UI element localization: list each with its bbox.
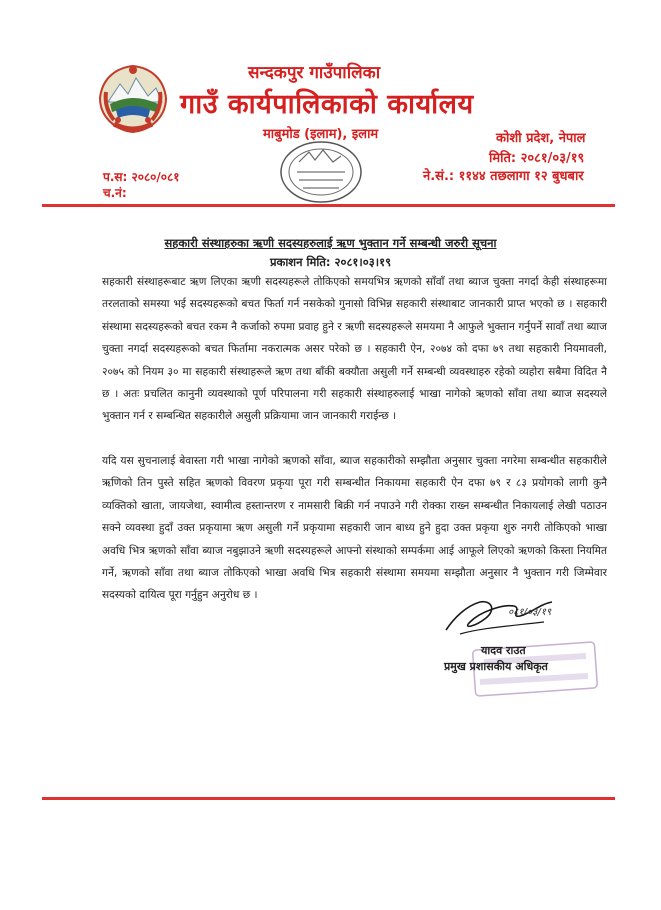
chalani-number: च.नं:	[103, 186, 127, 200]
province-label: कोशी प्रदेश, नेपाल	[496, 131, 586, 146]
signer-title: प्रमुख प्रशासकीय अधिकृत	[444, 660, 548, 673]
office-location: माबुमोड (इलाम), इलाम	[263, 127, 379, 142]
nepal-sambat-date: ने.सं.: ११४४ तछलागा १२ बुधबार	[423, 169, 584, 184]
notice-subject: सहकारी संस्थाहरुका ऋणी सदस्यहरुलाई ऋण भुक्तान गर्ने सम्बन्धी जरुरी सूचना	[164, 236, 497, 250]
municipality-name: सन्दकपुर गाउँपालिका	[248, 63, 381, 83]
signature-date: ०८१/०३/१९	[508, 607, 552, 618]
footer-divider	[42, 797, 615, 800]
letter-date: मिति: २०८१/०३/१९	[489, 151, 585, 166]
notice-paragraph-1: सहकारी संस्थाहरूबाट ऋण लिएका ऋणी सदस्यहरूले तोकिएको समयभित्र ऋणको साँवाँ तथा ब्याज चुक्ता नगर्दा केही संस्थाहरूमा तरलताको समस्या भई सदस्यहरूको बचत फिर्ता गर्न नसकेको गुनासो विभिन्न सहकारी संस्थाबाट जानकारी प्राप्त भएको छ । सहकारी संस्थामा सदस्यहरूको बचत रकम नै कर्जाको रुपमा प्रवाह हुने र ऋणी सदस्यहरूले समयमा नै आफुले भुक्तान गर्नुपर्ने सावाँ तथा ब्याज चुक्ता नगर्दा सदस्यहरूको बचत फिर्तामा नकरात्मक असर परेको छ । सहकारी ऐन, २०७४ को दफा ७९ तथा सहकारी नियमावली, २०७५ को नियम ३० मा सहकारी संस्थाहरूले ऋण तथा बाँकी बक्यौता असुली गर्ने सम्बन्धी व्यवस्थाहरु रहेको व्यहोरा सबैमा विदित नै छ । अतः प्रचलित कानुनी व्यवस्थाको पूर्ण परिपालना गरी सहकारी संस्थाहरुलाई भाखा नागेको ऋणको साँवा तथा ब्याज सदस्यले भुक्तान गर्न र सम्बन्धित सहकारीले असुली प्रक्रियामा जान जानकारी गराईन्छ ।	[102, 276, 607, 423]
office-title: गाउँ कार्यपालिकाको कार्यालय	[180, 89, 474, 120]
nepal-emblem-logo	[94, 62, 172, 136]
patra-sankhya: प.स: २०८०/०८१	[103, 170, 180, 184]
publish-date: प्रकाशन मिति: २०८१।०३।१९	[269, 255, 392, 269]
office-stamp-seal	[275, 138, 367, 206]
header-divider	[42, 204, 615, 207]
signer-name: यादव राउत	[481, 644, 526, 657]
notice-paragraph-2: यदि यस सुचनालाई बेवास्ता गरी भाखा नागेको ऋणको साँवा, ब्याज सहकारीको सम्झौता अनुसार चुक्ता नगरेमा सम्बन्धीत सहकारीले ऋणिको तिन पुस्ते सहित ऋणको विवरण प्रकृया पूरा गरी सम्बन्धीत निकायमा सहकारी ऐन दफा ७९ र ८३ प्रयोगको लागी कुनै व्यक्तिको खाता, जायजेथा, स्वामीत्व हस्तान्तरण र नामसारी बिक्री गर्न नपाउने गरी रोक्का राख्न सम्बन्धीत निकायलाई लेखी पठाउन सक्ने व्यवस्था हुदाँ उक्त प्रकृयामा ऋण असुली गर्ने प्रकृयामा सहकारी जान बाध्य हुने हुदा उक्त प्रकृया शुरु नगरी तोकिएको भाखा अवधि भित्र ऋणको साँवा ब्याज नबुझाउने ऋणी सदस्यहरूले आफ्नो संस्थाको सम्पर्कमा आई आफूले लिएको ऋणको किस्ता नियमित गर्ने, ऋणको साँवा तथा ब्याज तोकिएको भाखा अवधि भित्र सहकारी संस्थामा समयमा सम्झौता अनुसार नै भुक्तान गरी जिम्मेवार सदस्यको दायित्व पूरा गर्नुहुन अनुरोध छ ।	[102, 455, 607, 602]
